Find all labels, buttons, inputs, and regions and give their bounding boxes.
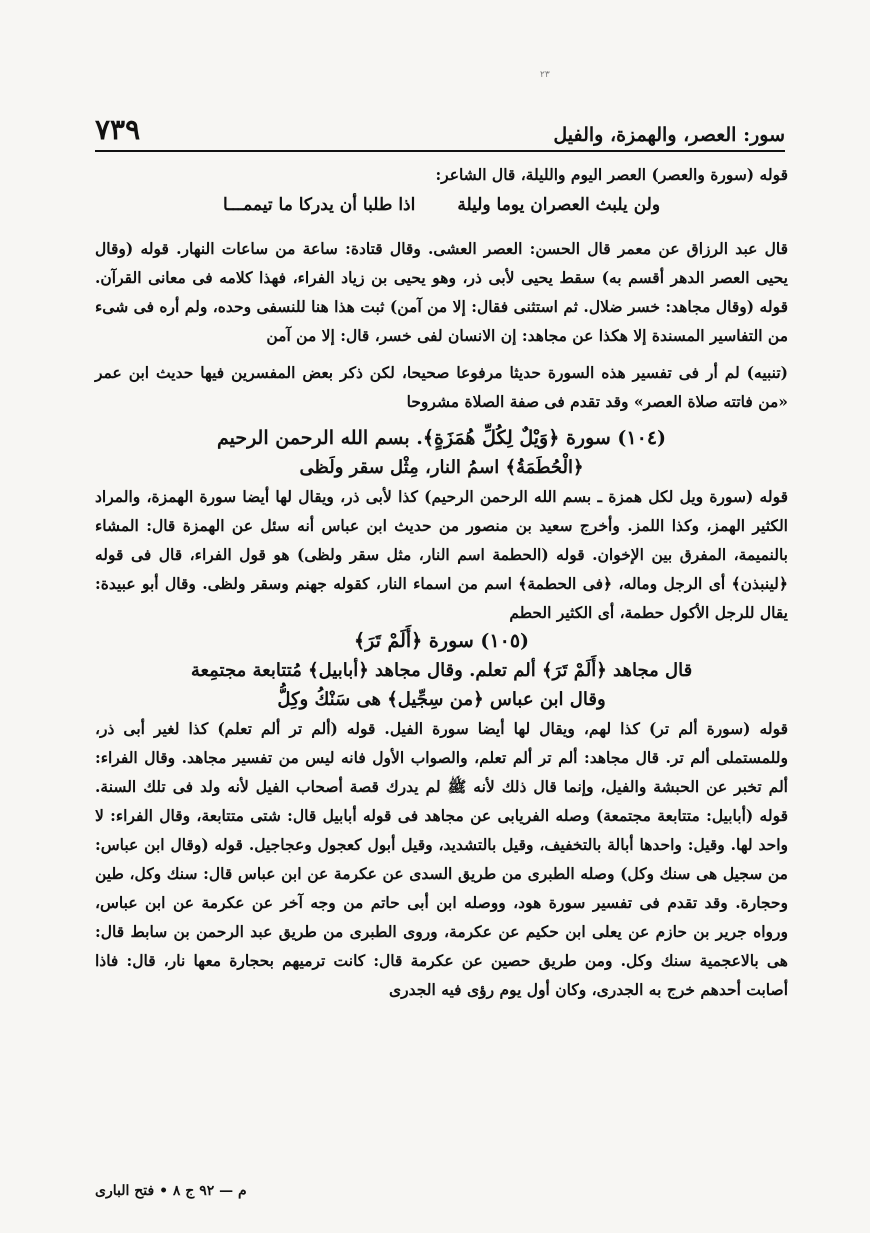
paragraph-2: قال عبد الرزاق عن معمر قال الحسن: العصر العشى. وقال قتادة: ساعة من ساعات النهار. قوله (وقال يحيى العصر الدهر أقسم به) سقط يحيى لأبى ذر، وهو يحيى بن زياد الفراء، فهذا كلامه فى معانى القرآن. قوله (وقال مجاهد: خسر ضلال. ثم استثنى فقال: إلا من آمن) ثبت هذا هنا للنسفى وحده، ولم أره فى شىء من التفاسير المسندة إلا هكذا عن مجاهد: إن الانسان لفى خسر، قال: إلا من آمن: [95, 239, 788, 345]
surah-104-heading: (١٠٤) سورة ﴿وَيْلٌ لِكُلِّ هُمَزَةٍ﴾. بسم الله الرحمن الرحيم: [216, 427, 667, 449]
surah-105-subheading-1: قال مجاهد ﴿أَلَمْ تَرَ﴾ ألم تعلم. وقال مجاهد ﴿أبابيل﴾ مُتتابعة مجتمِعة: [190, 660, 693, 681]
paragraph-1: قوله (سورة والعصر) العصر اليوم والليلة، قال الشاعر:: [435, 165, 788, 184]
page-body: [95, 160, 788, 1004]
page-footer: م — ٩٢ ج ٨ • فتح البارى: [95, 1183, 247, 1199]
paragraph-5: قوله (سورة ألم تر) كذا لهم، ويقال لها أيضا سورة الفيل. قوله (ألم تر ألم تعلم) كذا لغير أبى ذر، وللمستملى ألم تر. قال مجاهد: ألم تر ألم تعلم، والصواب الأول فانه ليس من تفسير مجاهد. وقال الفراء: ألم تخبر عن الحبشة والفيل، وإنما قال ذلك لأنه ﷺ لم يدرك قصة أصحاب الفيل لأنه ولد فى تلك السنة. قوله (أبابيل: متتابعة مجتمعة) وصله الفريابى عن مجاهد فى قوله أبابيل قال: شتى متتابعة، وقال الفراء: لا واحد لها. وقيل: واحدها أبالة بالتخفيف، وقيل بالتشديد، وقيل أبول كعجول وعجاجيل. قوله (وقال ابن عباس: من سجيل هى سنك وكل) وصله الطبرى من طريق السدى عن عكرمة عن ابن عباس قال: سنك وكل، طين وحجارة. وقد تقدم فى تفسير سورة هود، ووصله ابن أبى حاتم من وجه آخر عن عكرمة عن ابن عباس، ورواه جرير بن حازم عن يعلى ابن حكيم عن عكرمة، وروى الطبرى من طريق عبد الرحمن بن سابط قال: هى بالاعجمية سنك وكل. ومن طريق حصين عن عكرمة قال: كانت ترميهم بحجارة معها نار، قال: فاذا أصابت أحدهم خرج به الجدرى، وكان أول يوم رؤى فيه الجدرى: [95, 719, 788, 999]
paragraph-3: (تنبيه) لم أر فى تفسير هذه السورة حديثا مرفوعا صحيحا، لكن ذكر بعض المفسرين فيها حديث ابن عمر «من فاتته صلاة العصر» وقد تقدم فى صفة الصلاة مشروحا: [95, 363, 789, 411]
spacer: [95, 350, 788, 358]
surah-105-subheading-2: وقال ابن عباس ﴿من سِجِّيل﴾ هى سَنْكُ وكِلُّ: [277, 689, 606, 710]
header-rule: [95, 150, 785, 152]
page-header: [95, 112, 785, 146]
running-title: سور: العصر، والهمزة، والفيل: [553, 124, 785, 146]
poetry-verse: [95, 191, 788, 220]
top-mark: ٢٣: [540, 70, 550, 80]
page-number: ٧٣٩: [95, 113, 141, 146]
spacer: [95, 416, 788, 424]
verse-first-hemistich: ولن يلبث العصران يوما وليلة: [457, 195, 661, 215]
paragraph-4: قوله (سورة ويل لكل همزة ـ بسم الله الرحمن الرحيم) كذا لأبى ذر، ويقال لها أيضا سورة الهمزة، والمراد الكثير الهمز، وكذا اللمز. وأخرج سعيد بن منصور من حديث ابن عباس أنه سئل عن الهمزة قال: المشاء بالنميمة، المفرق بين الإخوان. قوله (الحطمة اسم النار، مثل سقر ولظى) هو قول الفراء، قال فى قوله ﴿لينبذن﴾ أى الرجل وماله، ﴿فى الحطمة﴾ اسم من اسماء النار، كقوله جهنم وسقر ولظى. وقال أبو عبيدة: يقال للرجل الأكول حطمة، أى الكثير الحطم: [95, 487, 788, 622]
surah-104-subheading: ﴿الْحُطَمَةُ﴾ اسمُ النار، مِثْل سقر ولَظى: [299, 457, 584, 478]
verse-second-hemistich: اذا طلبا أن يدركا ما تيممـــا: [222, 195, 416, 215]
surah-105-heading: (١٠٥) سورة ﴿أَلَمْ تَرَ﴾: [353, 630, 530, 652]
